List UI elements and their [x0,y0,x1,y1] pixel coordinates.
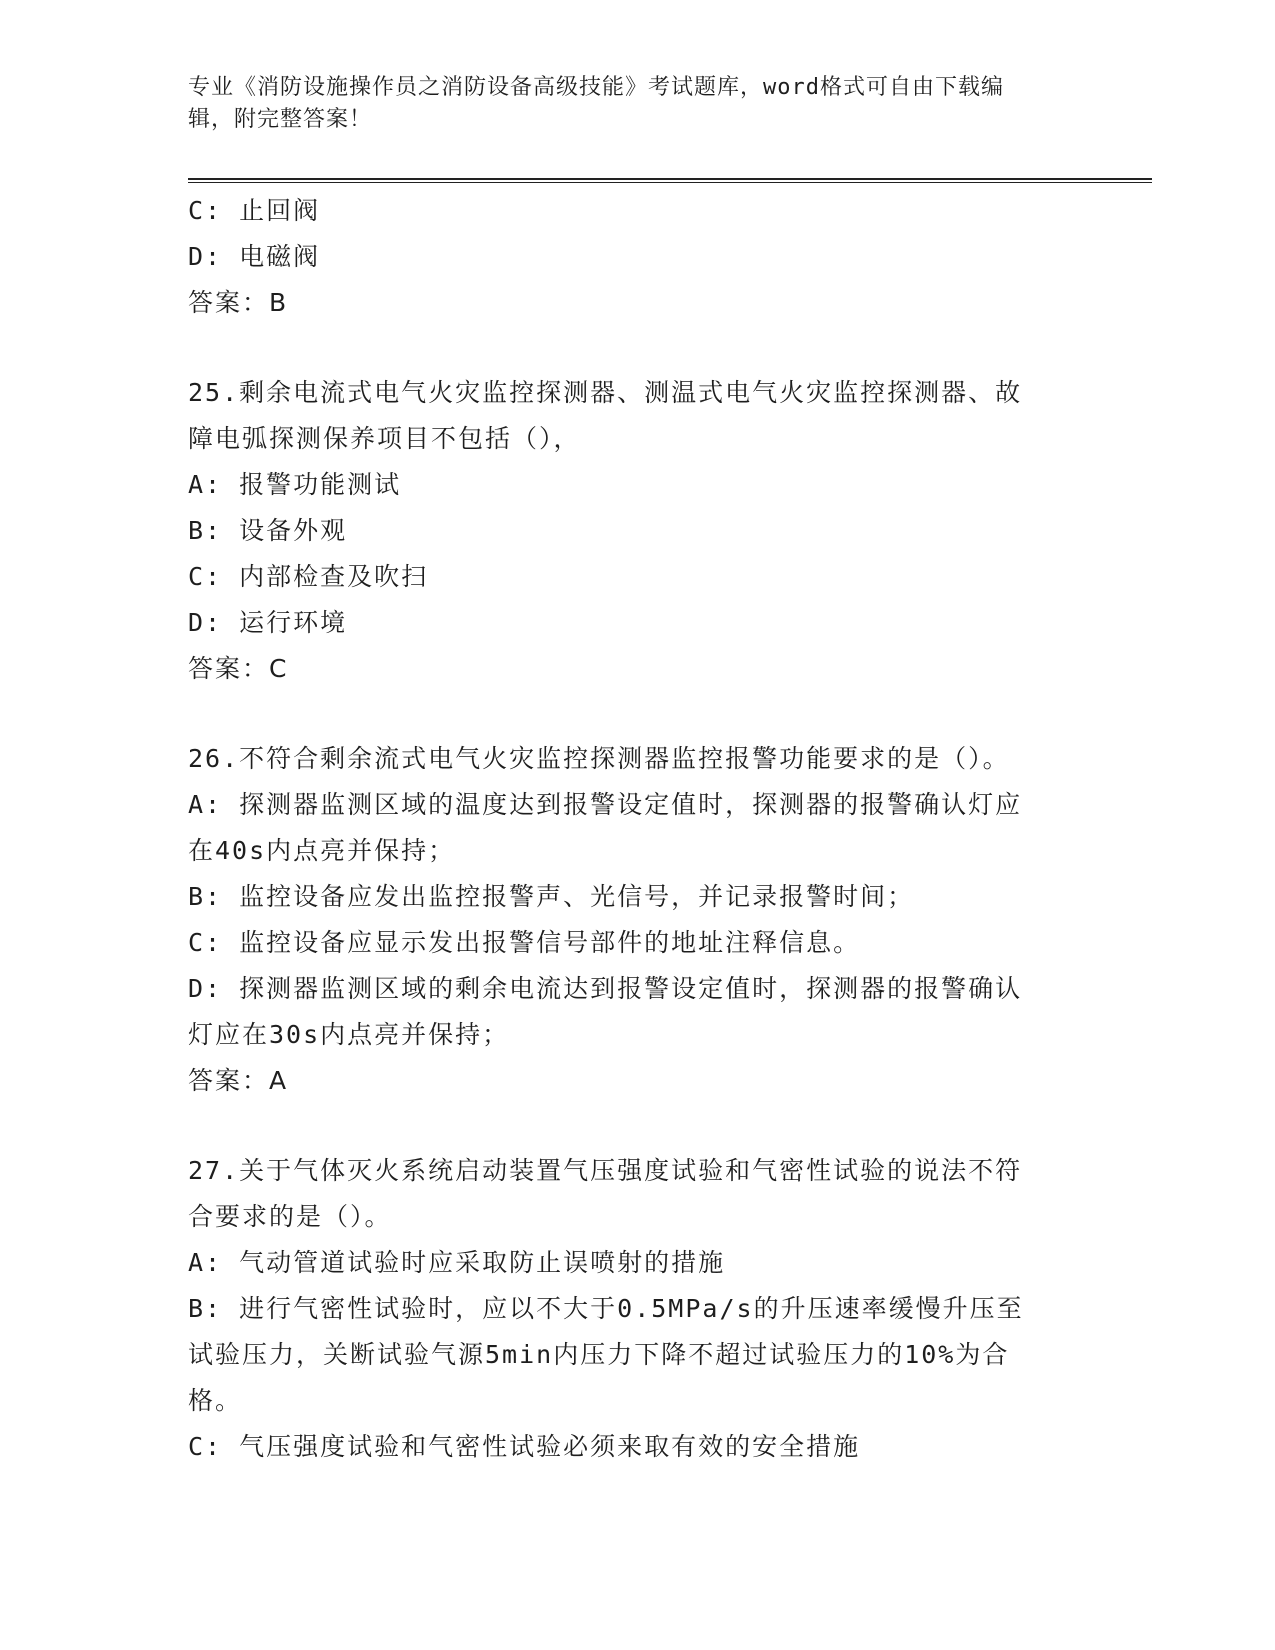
q27-option-b-2: 试验压力，关断试验气源5min内压力下降不超过试验压力的10%为合 [188,1340,1010,1369]
header-line-1: 专业《消防设施操作员之消防设备高级技能》考试题库，word格式可自由下载编 [188,75,1004,100]
option-c-text-value: 止回阀 [239,196,321,225]
q27-option-a: A: 气动管道试验时应采取防止误喷射的措施 [188,1248,726,1277]
q26-option-d-1: D: 探测器监测区域的剩余电流达到报警设定值时，探测器的报警确认 [188,974,1023,1003]
q26-option-d-2: 灯应在30s内点亮并保持； [188,1020,510,1049]
spacer [222,242,239,271]
q26-option-a-1: A: 探测器监测区域的温度达到报警设定值时，探测器的报警确认灯应 [188,790,1023,819]
q25-option-a-text: 报警功能测试 [239,470,402,499]
header-divider [188,178,1152,183]
q25-option-d-text: 运行环境 [239,608,348,637]
q25-option-b-text: 设备外观 [239,516,348,545]
spacer [188,692,1068,736]
question-27-stem-1: 27.关于气体灭火系统启动装置气压强度试验和气密性试验的说法不符 [188,1156,1023,1185]
question-25-stem-2: 障电弧探测保养项目不包括（）， [188,424,581,453]
page-header [188,72,1068,136]
question-27 [188,1148,1068,1470]
q25-option-d [188,600,1068,646]
q25-option-c-label: C: [188,562,223,591]
q27-option-b-3: 格。 [188,1386,243,1415]
answer-25: 答案：C [188,654,289,683]
question-25 [188,370,1068,692]
q27-option-c: C: 气压强度试验和气密性试验必须来取有效的安全措施 [188,1432,861,1461]
question-26-stem: 26.不符合剩余流式电气火灾监控探测器监控报警功能要求的是（）。 [188,744,1010,773]
q25-option-a [188,462,1068,508]
header-line-2: 辑，附完整答案！ [188,107,373,132]
answer-24: 答案：B [188,288,289,317]
q25-option-d-label: D: [188,608,223,637]
spacer [188,326,1068,370]
q26-option-a-2: 在40s内点亮并保持； [188,836,456,865]
question-24-tail [188,188,1068,326]
q27-option-b-1: B: 进行气密性试验时，应以不大于0.5MPa/s的升压速率缓慢升压至 [188,1294,1024,1323]
q25-option-b [188,508,1068,554]
option-d: D: [188,242,223,271]
question-27-stem-2: 合要求的是（）。 [188,1202,392,1231]
q25-option-c [188,554,1068,600]
q26-option-c: C: 监控设备应显示发出报警信号部件的地址注释信息。 [188,928,861,957]
question-26 [188,736,1068,1104]
option-c: C: [188,196,223,225]
option-d-text-value: 电磁阀 [239,242,321,271]
q25-option-b-label: B: [188,516,223,545]
answer-26: 答案：A [188,1066,289,1095]
spacer [188,1104,1068,1148]
q25-option-c-text: 内部检查及吹扫 [239,562,429,591]
option-c-text [222,196,239,225]
question-25-stem-1: 25.剩余电流式电气火灾监控探测器、测温式电气火灾监控探测器、故 [188,378,1023,407]
q26-option-b: B: 监控设备应发出监控报警声、光信号，并记录报警时间； [188,882,915,911]
question-content [188,188,1068,1470]
q25-option-a-label: A: [188,470,223,499]
